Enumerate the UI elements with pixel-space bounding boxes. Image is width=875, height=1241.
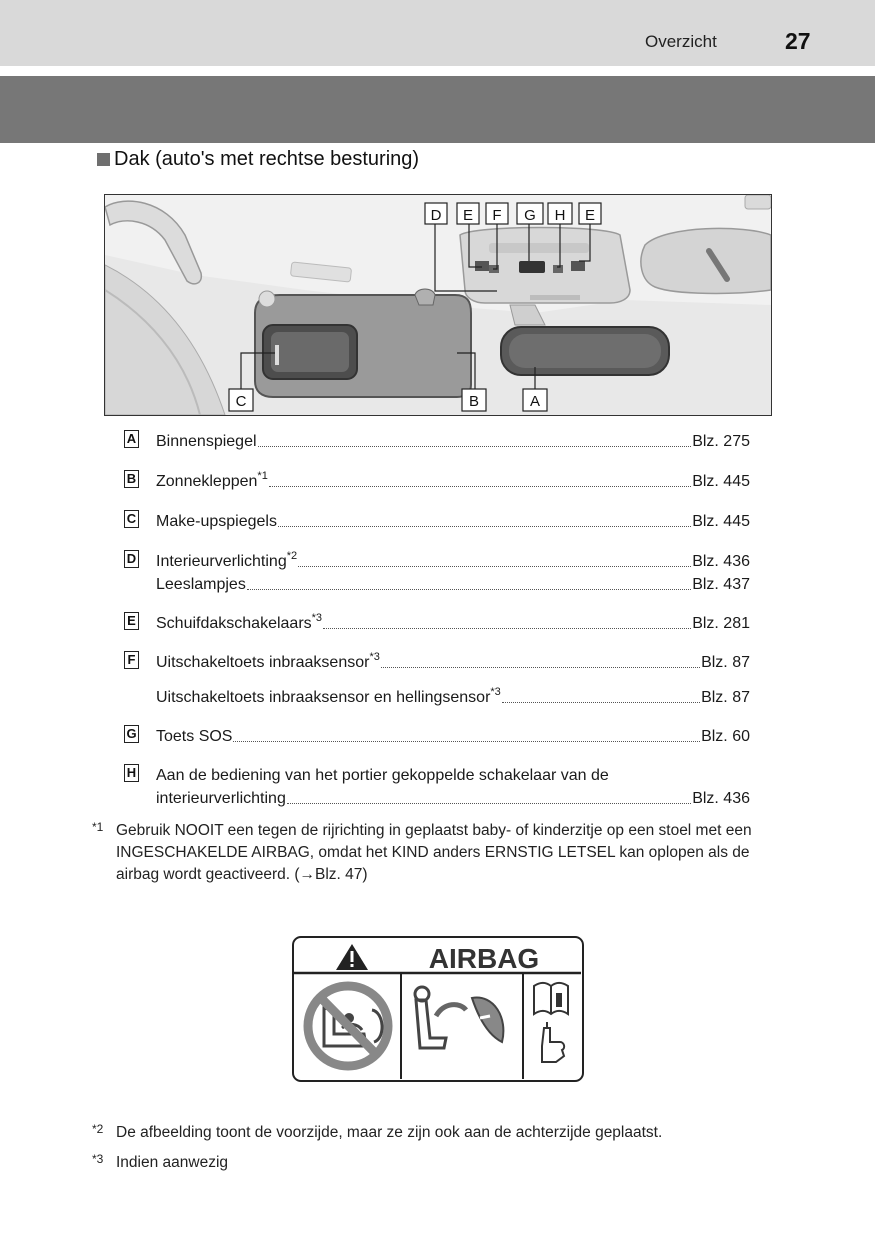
callout-d: D xyxy=(430,207,442,224)
footnote-text: Indien aanwezig xyxy=(116,1154,229,1171)
item-label: Toets SOS xyxy=(156,728,233,745)
list-item-h xyxy=(124,764,750,810)
page-ref: Blz. 436 xyxy=(692,790,750,807)
footnote-mark: *1 xyxy=(92,820,104,834)
callout-h: H xyxy=(554,207,566,224)
item-label: interieurverlichting xyxy=(156,790,286,807)
page-ref: Blz. 281 xyxy=(692,615,750,632)
header-bar xyxy=(0,0,875,66)
page-ref: Blz. 436 xyxy=(692,553,750,570)
letter-badge: F xyxy=(124,651,139,669)
list-item-f xyxy=(124,651,750,709)
letter-badge: H xyxy=(124,764,139,782)
section-square-icon xyxy=(97,153,110,166)
footnote-ref: *3 xyxy=(369,650,380,663)
footnote-3 xyxy=(92,1152,772,1174)
header-section-title: Overzicht xyxy=(645,32,717,51)
warning-triangle-icon xyxy=(336,944,368,970)
list-item-c xyxy=(124,510,750,533)
footnote-text: De afbeelding toont de voorzijde, maar ze zijn ook aan de achterzijde geplaatst. xyxy=(116,1124,663,1141)
airbag-title: AIRBAG xyxy=(428,943,540,974)
callout-c: C xyxy=(235,393,247,410)
callout-e-left: E xyxy=(462,207,474,224)
section-title-text: Dak (auto's met rechtse besturing) xyxy=(114,148,420,170)
page-number: 27 xyxy=(785,28,811,54)
letter-badge: A xyxy=(124,430,139,448)
list-item-a xyxy=(124,430,750,453)
footnote-ref: *3 xyxy=(311,611,323,624)
footnote-text: Gebruik NOOIT een tegen de rijrichting in geplaatst baby- of kinderzitje op een stoel met een INGESCHAKELDE AIRBAG, omdat het KIND anders ERNSTIG LETSEL kan oplopen als de airbag wordt geactiveerd. (→Blz. 47) xyxy=(116,822,752,883)
component-list xyxy=(124,430,750,810)
footnote-ref: *2 xyxy=(286,549,298,562)
letter-badge: C xyxy=(124,510,139,528)
callout-f: F xyxy=(492,207,502,224)
page-ref: Blz. 87 xyxy=(701,654,750,671)
page-ref: Blz. 445 xyxy=(692,473,750,490)
section-title xyxy=(97,148,419,171)
page-ref: Blz. 87 xyxy=(701,689,750,706)
list-item-g xyxy=(124,725,750,748)
footnote-ref: *3 xyxy=(490,685,501,698)
footnote-mark: *3 xyxy=(92,1152,104,1166)
item-label: Uitschakeltoets inbraaksensor xyxy=(156,654,370,671)
manual-book-icon xyxy=(534,983,568,1014)
no-child-seat-icon xyxy=(308,986,388,1066)
footnote-2 xyxy=(92,1122,772,1144)
list-item-b xyxy=(124,470,750,493)
letter-badge: B xyxy=(124,470,139,488)
page-ref: Blz. 275 xyxy=(692,433,750,450)
item-label: Binnenspiegel xyxy=(156,433,257,450)
item-label: Interieurverlichting xyxy=(156,553,287,570)
item-label: Zonnekleppen xyxy=(156,473,258,490)
page-ref: Blz. 445 xyxy=(692,513,750,530)
item-label: Aan de bediening van het portier gekoppelde schakelaar van de xyxy=(156,767,609,784)
callout-g: G xyxy=(524,207,536,224)
callout-b: B xyxy=(468,393,480,410)
list-item-e xyxy=(124,612,750,635)
airbag-deployment-icon xyxy=(415,987,503,1048)
airbag-warning-label xyxy=(292,936,584,1082)
roof-illustration xyxy=(104,194,772,416)
letter-badge: G xyxy=(124,725,139,743)
page-ref: Blz. 437 xyxy=(692,576,750,593)
item-label: Make-upspiegels xyxy=(156,513,277,530)
letter-badge: E xyxy=(124,612,139,630)
footnote-1 xyxy=(92,820,772,886)
letter-badge: D xyxy=(124,550,139,568)
footnote-ref: *1 xyxy=(257,469,268,482)
item-label: Leeslampjes xyxy=(156,576,246,593)
list-item-d xyxy=(124,550,750,596)
callout-e-right: E xyxy=(584,207,596,224)
item-label: Schuifdakschakelaars xyxy=(156,615,312,632)
page-ref: Blz. 60 xyxy=(701,728,750,745)
hand-pointing-icon xyxy=(542,1022,564,1062)
callout-a: A xyxy=(529,393,541,410)
footnote-mark: *2 xyxy=(92,1122,104,1136)
chapter-band xyxy=(0,76,875,143)
item-label: Uitschakeltoets inbraaksensor en hellingsensor xyxy=(156,689,491,706)
